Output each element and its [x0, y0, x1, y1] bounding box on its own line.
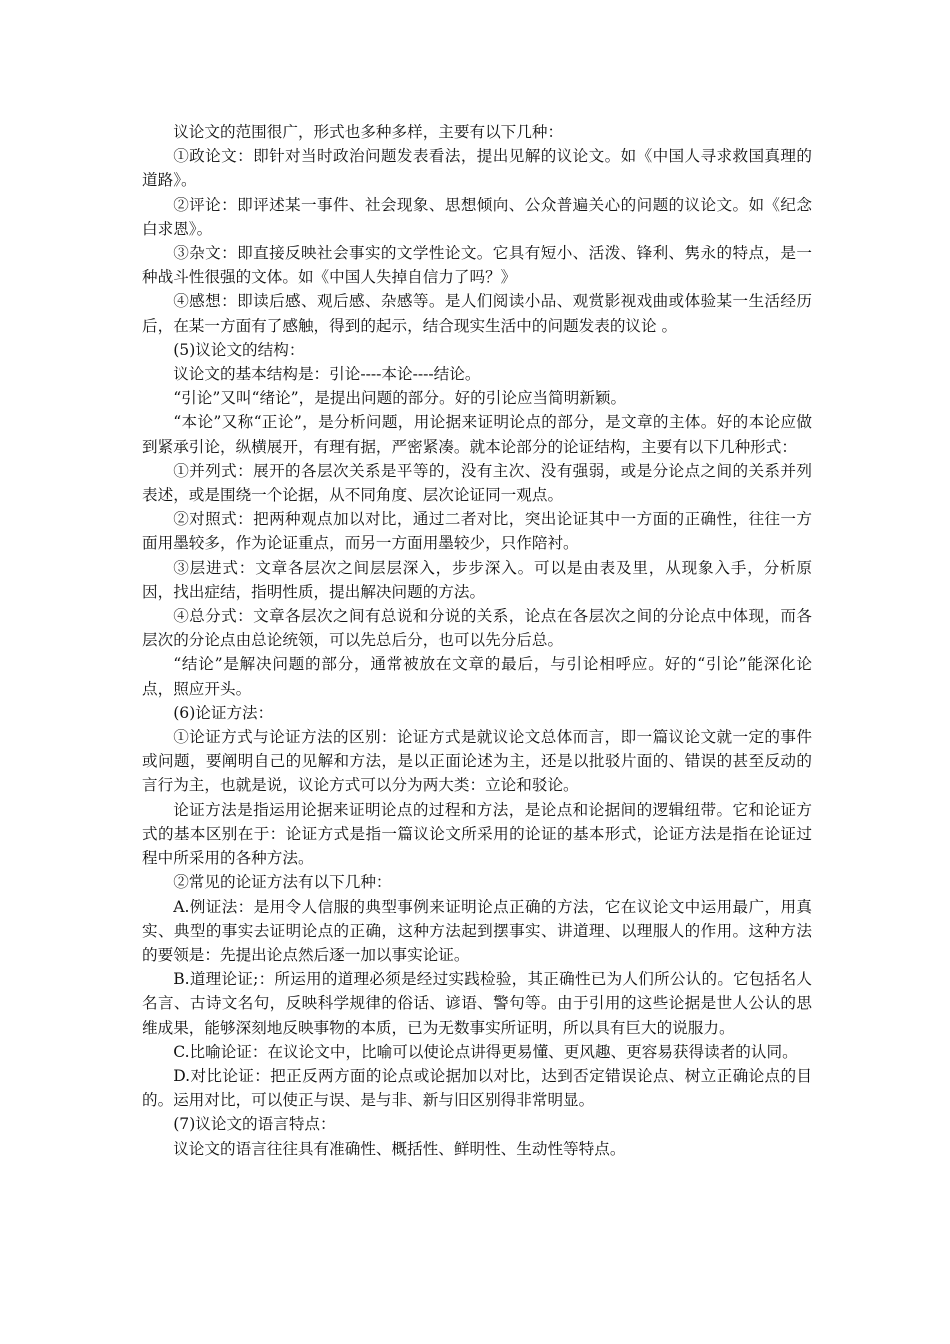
document-body [142, 120, 812, 1161]
paragraph: D.对比论证：把正反两方面的论点或论据加以对比，达到否定错误论点、树立正确论点的目的。运用对比，可以使正与误、是与非、新与旧区别得非常明显。 [142, 1066, 812, 1110]
paragraph: ④感想：即读后感、观后感、杂感等。是人们阅读小品、观赏影视戏曲或体验某一生活经历后，在某一方面有了感触，得到的起示，结合现实生活中的问题发表的议论 。 [142, 292, 812, 335]
paragraph: “本论”又称“正论”，是分析问题，用论据来证明论点的部分，是文章的主体。好的本论应做到紧承引论，纵横展开，有理有据，严密紧凑。就本论部分的论证结构，主要有以下几种形式： [142, 413, 812, 456]
paragraph: ②对照式：把两种观点加以对比，通过二者对比，突出论证其中一方面的正确性，往往一方面用墨较多，作为论证重点，而另一方面用墨较少，只作陪衬。 [142, 510, 812, 553]
paragraph: C.比喻论证：在议论文中，比喻可以使论点讲得更易懂、更风趣、更容易获得读者的认同。 [173, 1042, 798, 1061]
paragraph: ②常见的论证方法有以下几种： [173, 873, 392, 892]
section-heading: (6)论证方法： [173, 703, 274, 722]
section-heading: (7)议论文的语言特点： [173, 1115, 336, 1134]
paragraph: ①论证方式与论证方法的区别：论证方式是就议论文总体而言，即一篇议论文就一定的事件或问题，要阐明自己的见解和方法，是以正面论述为主，还是以批驳片面的、错误的甚至反动的言行为主，也就是说，议论方式可以分为两大类：立论和驳论。 [142, 728, 812, 795]
paragraph: “结论”是解决问题的部分，通常被放在文章的最后，与引论相呼应。好的“引论”能深化论点，照应开头。 [142, 655, 812, 698]
paragraph: A.例证法：是用令人信服的典型事例来证明论点正确的方法，它在议论文中运用最广，用真实、典型的事实去证明论点的正确，这种方法起到摆事实、讲道理、以理服人的作用。这种方法的要领是：先提出论点然后逐一加以事实论证。 [142, 897, 812, 964]
paragraph: ②评论：即评述某一事件、社会现象、思想倾向、公众普遍关心的问题的议论文。如《纪念白求恩》。 [142, 195, 812, 238]
paragraph: 议论文的语言往往具有准确性、概括性、鲜明性、生动性等特点。 [173, 1139, 626, 1158]
paragraph: ④总分式：文章各层次之间有总说和分说的关系，论点在各层次之间的分论点中体现，而各层次的分论点由总论统领，可以先总后分，也可以先分后总。 [142, 607, 812, 650]
paragraph: ③杂文：即直接反映社会事实的文学性论文。它具有短小、活泼、锋利、隽永的特点，是一种战斗性很强的文体。如《中国人失掉自信力了吗？》 [142, 244, 812, 287]
paragraph: B.道理论证;：所运用的道理必须是经过实践检验，其正确性已为人们所公认的。它包括名人名言、古诗文名句，反映科学规律的俗话、谚语、警句等。由于引用的这些论据是世人公认的思维成果，能够深刻地反映事物的本质，已为无数事实所证明，所以具有巨大的说服力。 [142, 970, 812, 1037]
paragraph: ①并列式：展开的各层次关系是平等的，没有主次、没有强弱，或是分论点之间的关系并列表述，或是围绕一个论据，从不同角度、层次论证同一观点。 [142, 461, 812, 505]
section-heading: (5)议论文的结构： [173, 340, 305, 359]
paragraph: 议论文的基本结构是：引论----本论----结论。 [173, 365, 481, 384]
paragraph: ①政论文：即针对当时政治问题发表看法，提出见解的议论文。如《中国人寻求救国真理的道路》。 [142, 147, 812, 190]
paragraph: 论证方法是指运用论据来证明论点的过程和方法，是论点和论据间的逻辑纽带。它和论证方式的基本区别在于：论证方式是指一篇议论文所采用的论证的基本形式，论证方法是指在论证过程中所采用的各种方法。 [142, 800, 812, 868]
paragraph: 议论文的范围很广，形式也多种多样，主要有以下几种： [173, 123, 564, 141]
paragraph: “引论”又叫“绪论”，是提出问题的部分。好的引论应当简明新颖。 [173, 389, 627, 408]
paragraph: ③层进式：文章各层次之间层层深入，步步深入。可以是由表及里，从现象入手，分析原因，找出症结，指明性质，提出解决问题的方法。 [142, 558, 812, 601]
